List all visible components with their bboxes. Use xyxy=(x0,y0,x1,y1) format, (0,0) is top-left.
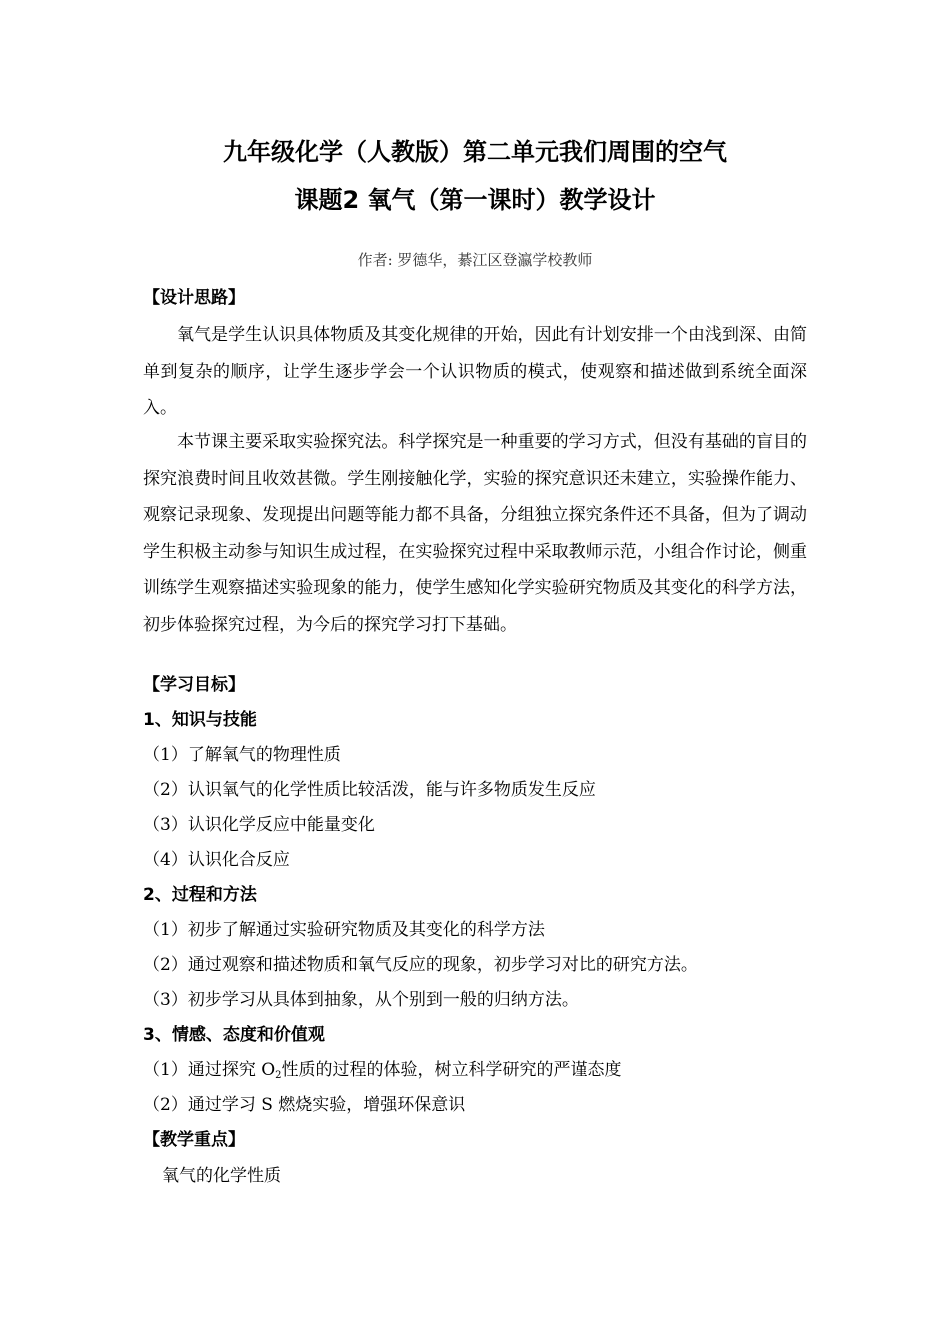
knowledge-item-2: （2）认识氧气的化学性质比较活泼，能与许多物质发生反应 xyxy=(143,780,596,800)
document-title-line2: 课题2 氧气（第一课时）教学设计 xyxy=(294,186,656,214)
key-point-heading: 【教学重点】 xyxy=(143,1130,245,1150)
emotion-item-1-suffix: 性质的过程的体验，树立科学研究的严谨态度 xyxy=(281,1060,622,1080)
author-line: 作者: 罗德华，綦江区登瀛学校教师 xyxy=(357,251,593,269)
knowledge-item-3: （3）认识化学反应中能量变化 xyxy=(143,815,375,835)
knowledge-item-4: （4）认识化合反应 xyxy=(143,850,290,870)
objectives-heading: 【学习目标】 xyxy=(143,675,245,695)
design-idea-paragraph-1: 氧气是学生认识具体物质及其变化规律的开始，因此有计划安排一个由浅到深、由简单到复杂的顺序，让学生逐步学会一个认识物质的模式，使观察和描述做到系统全面深入。 xyxy=(143,325,807,418)
knowledge-heading: 1、知识与技能 xyxy=(143,710,257,730)
emotion-item-1-prefix: （1）通过探究 O xyxy=(143,1060,276,1080)
key-point-content: 氧气的化学性质 xyxy=(162,1166,281,1186)
emotion-item-1 xyxy=(143,1058,622,1088)
design-idea-paragraph-2: 本节课主要采取实验探究法。科学探究是一种重要的学习方式，但没有基础的盲目的探究浪费时间且收效甚微。学生刚接触化学，实验的探究意识还未建立，实验操作能力、观察记录现象、发现提出问题等能力都不具备，分组独立探究条件还不具备，但为了调动学生积极主动参与知识生成过程，在实验探究过程中采取教师示范，小组合作讨论，侧重训练学生观察描述实验现象的能力，使学生感知化学实验研究物质及其变化的科学方法，初步体验探究过程，为今后的探究学习打下基础。 xyxy=(143,432,807,635)
document-title-line1: 九年级化学（人教版）第二单元我们周围的空气 xyxy=(223,138,727,166)
process-heading: 2、过程和方法 xyxy=(143,885,257,905)
process-item-3: （3）初步学习从具体到抽象，从个别到一般的归纳方法。 xyxy=(143,990,579,1010)
emotion-heading: 3、情感、态度和价值观 xyxy=(143,1025,325,1045)
oxygen-subscript: 2 xyxy=(275,1070,282,1081)
design-idea-heading: 【设计思路】 xyxy=(143,288,245,308)
knowledge-item-1: （1）了解氧气的物理性质 xyxy=(143,745,341,765)
emotion-item-2: （2）通过学习 S 燃烧实验，增强环保意识 xyxy=(143,1095,466,1115)
process-item-2: （2）通过观察和描述物质和氧气反应的现象，初步学习对比的研究方法。 xyxy=(143,955,698,975)
process-item-1: （1）初步了解通过实验研究物质及其变化的科学方法 xyxy=(143,920,545,940)
